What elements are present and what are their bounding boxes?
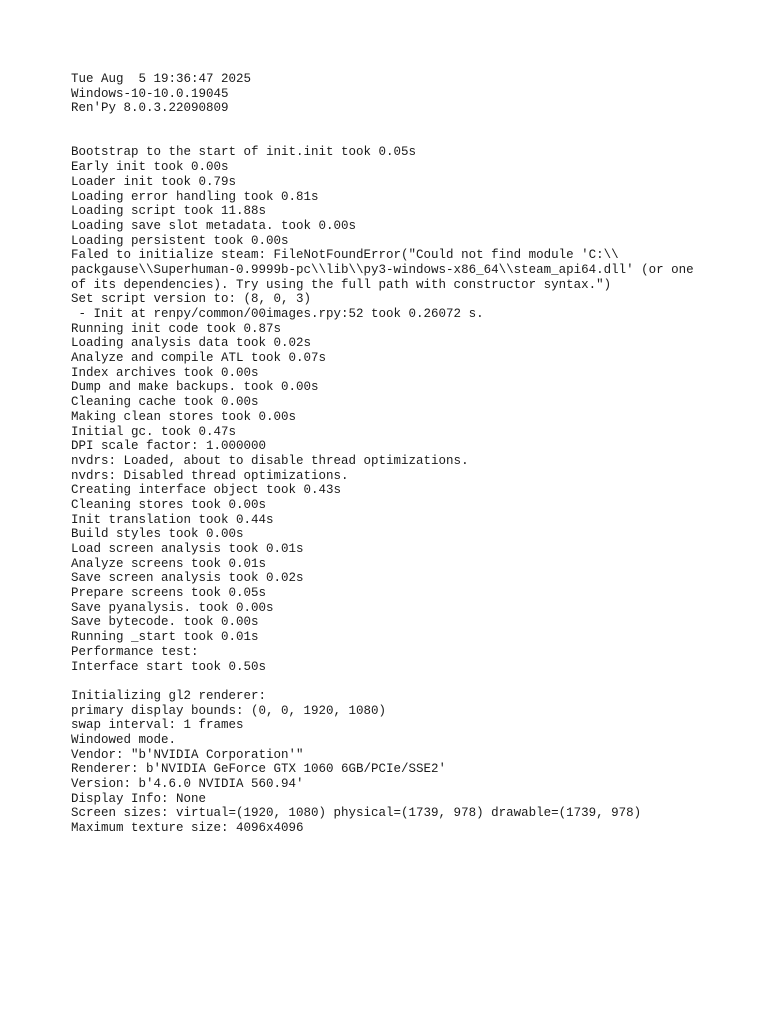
log-line: Initializing gl2 renderer:: [71, 688, 267, 703]
log-line: Loader init took 0.79s: [71, 174, 237, 189]
log-line: Running _start took 0.01s: [71, 630, 259, 645]
log-line: Init translation took 0.44s: [71, 512, 274, 527]
log-line: Prepare screens took 0.05s: [71, 586, 267, 601]
log-line: Making clean stores took 0.00s: [71, 409, 297, 424]
log-line: Running init code took 0.87s: [71, 321, 282, 336]
log-line: Performance test:: [71, 644, 199, 659]
log-line: Loading script took 11.88s: [71, 204, 267, 219]
log-line: Loading error handling took 0.81s: [71, 189, 319, 204]
log-line: - Init at renpy/common/00images.rpy:52 took 0.26072 s.: [71, 307, 484, 321]
log-line: primary display bounds: (0, 0, 1920, 1080): [71, 703, 387, 718]
log-line: Display Info: None: [71, 791, 207, 806]
log-line: Save bytecode. took 0.00s: [71, 615, 259, 630]
log-line: Version: b'4.6.0 NVIDIA 560.94': [71, 777, 304, 791]
log-line: Save screen analysis took 0.02s: [71, 571, 304, 586]
log-line: Faled to initialize steam: FileNotFoundError("Could not find module 'C:\\: [71, 248, 619, 263]
log-line: nvdrs: Loaded, about to disable thread optimizations.: [71, 453, 469, 468]
log-line: Maximum texture size: 4096x4096: [71, 821, 304, 836]
log-line: swap interval: 1 frames: [71, 718, 244, 733]
log-line: Renderer: b'NVIDIA GeForce GTX 1060 6GB/PCIe/SSE2': [71, 762, 447, 777]
log-line: Dump and make backups. took 0.00s: [71, 380, 319, 395]
log-line: Index archives took 0.00s: [71, 365, 259, 380]
log-line: nvdrs: Disabled thread optimizations.: [71, 468, 349, 483]
log-line: Cleaning cache took 0.00s: [71, 395, 259, 410]
log-line: Ren'Py 8.0.3.22090809: [71, 101, 229, 116]
log-line: of its dependencies). Try using the full path with constructor syntax."): [71, 277, 612, 292]
blank-line: [71, 116, 731, 131]
log-line: Windowed mode.: [71, 732, 177, 747]
blank-line: [71, 131, 731, 146]
log-line: Creating interface object took 0.43s: [71, 483, 342, 498]
log-text: [71, 72, 731, 836]
log-line: packgause\\Superhuman-0.9999b-pc\\lib\\py3-windows-x86_64\\steam_api64.dll' (or one: [71, 262, 694, 277]
log-line: Bootstrap to the start of init.init took 0.05s: [71, 145, 417, 160]
log-line: Loading save slot metadata. took 0.00s: [71, 218, 357, 233]
log-line: Loading persistent took 0.00s: [71, 233, 289, 248]
log-line: Analyze screens took 0.01s: [71, 556, 267, 571]
log-line: Interface start took 0.50s: [71, 659, 267, 674]
log-line: Set script version to: (8, 0, 3): [71, 292, 312, 307]
log-line: Tue Aug 5 19:36:47 2025: [71, 72, 252, 86]
log-line: Initial gc. took 0.47s: [71, 424, 237, 439]
log-line: Build styles took 0.00s: [71, 527, 244, 542]
log-line: Cleaning stores took 0.00s: [71, 497, 267, 512]
log-line: Vendor: "b'NVIDIA Corporation'": [71, 747, 304, 762]
log-line: Save pyanalysis. took 0.00s: [71, 600, 274, 615]
log-line: Loading analysis data took 0.02s: [71, 336, 312, 351]
log-line: Load screen analysis took 0.01s: [71, 542, 304, 556]
log-line: Early init took 0.00s: [71, 160, 229, 175]
log-line: Screen sizes: virtual=(1920, 1080) physical=(1739, 978) drawable=(1739, 978): [71, 806, 642, 821]
log-line: Windows-10-10.0.19045: [71, 86, 229, 101]
log-line: Analyze and compile ATL took 0.07s: [71, 351, 327, 366]
log-line: DPI scale factor: 1.000000: [71, 439, 267, 454]
blank-line: [71, 674, 731, 689]
